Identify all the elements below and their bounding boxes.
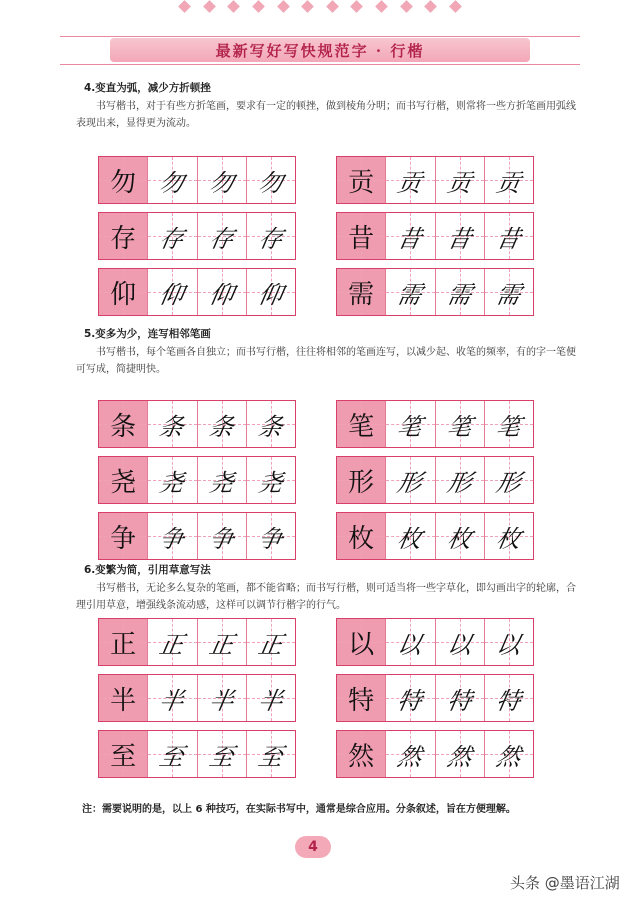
practice-row-right <box>336 156 534 204</box>
banner-rule-top <box>60 36 580 37</box>
running-script-cell <box>435 731 484 777</box>
model-char-cell <box>337 731 385 777</box>
running-script-cell <box>385 513 434 559</box>
running-script-char: 昔 <box>395 224 425 253</box>
model-char-cell <box>99 157 147 203</box>
practice-row-left <box>98 618 296 666</box>
running-script-cell <box>385 619 434 665</box>
running-script-char: 存 <box>255 224 285 253</box>
regular-script-char: 仰 <box>110 279 137 310</box>
running-script-char: 条 <box>206 412 236 441</box>
practice-row-right <box>336 512 534 560</box>
regular-script-char: 争 <box>110 523 137 554</box>
running-script-char: 昔 <box>444 224 474 253</box>
running-script-char: 以 <box>395 630 425 659</box>
diamond-icon <box>326 0 339 13</box>
running-script-char: 半 <box>255 686 285 715</box>
regular-script-char: 存 <box>110 223 137 254</box>
practice-row-left <box>98 156 296 204</box>
running-script-char: 枚 <box>493 524 523 553</box>
running-script-char: 尧 <box>206 468 236 497</box>
running-script-char: 至 <box>157 742 187 771</box>
footer-note: 注：需要说明的是，以上 6 种技巧，在实际书写中，通常是综合应用。分条叙述，旨在方便理解。 <box>82 804 516 815</box>
practice-row-right <box>336 730 534 778</box>
running-script-cell <box>484 619 533 665</box>
regular-script-char: 昔 <box>348 223 375 254</box>
running-script-cell <box>484 731 533 777</box>
running-script-char: 存 <box>206 224 236 253</box>
practice-row-left <box>98 512 296 560</box>
running-script-char: 至 <box>255 742 285 771</box>
regular-script-char: 勿 <box>110 167 137 198</box>
regular-script-char: 尧 <box>110 467 137 498</box>
page-banner: 最新写好写快规范字 · 行楷 <box>110 38 530 62</box>
running-script-char: 贡 <box>493 168 523 197</box>
running-script-char: 然 <box>493 742 523 771</box>
practice-row-left <box>98 674 296 722</box>
model-char-cell <box>337 157 385 203</box>
section-6-paragraph: 书写楷书，无论多么复杂的笔画，都不能省略；而书写行楷，则可适当将一些字草化，即勾画出字的轮廓，合理引用草意，增强线条流动感，这样可以调节行楷字的行气。 <box>76 583 576 611</box>
practice-row-left <box>98 730 296 778</box>
running-script-cell <box>197 457 246 503</box>
running-script-char: 仰 <box>255 280 285 309</box>
regular-script-char: 贡 <box>348 167 375 198</box>
running-script-char: 特 <box>493 686 523 715</box>
practice-row-right <box>336 456 534 504</box>
regular-script-char: 然 <box>348 741 375 772</box>
running-script-cell <box>385 457 434 503</box>
running-script-char: 贡 <box>444 168 474 197</box>
running-script-cell <box>435 157 484 203</box>
running-script-cell <box>385 213 434 259</box>
running-script-char: 枚 <box>444 524 474 553</box>
running-script-char: 枚 <box>395 524 425 553</box>
running-script-cell <box>435 513 484 559</box>
running-script-char: 以 <box>493 630 523 659</box>
running-script-cell <box>484 157 533 203</box>
running-script-cell <box>147 213 196 259</box>
running-script-cell <box>197 157 246 203</box>
watermark: 头条 @墨语江湖 <box>510 874 620 892</box>
running-script-char: 正 <box>255 630 285 659</box>
diamond-icon <box>178 0 191 13</box>
running-script-cell <box>197 619 246 665</box>
running-script-cell <box>484 269 533 315</box>
diamond-icon <box>252 0 265 13</box>
running-script-cell <box>484 675 533 721</box>
running-script-cell <box>147 457 196 503</box>
running-script-char: 笔 <box>444 412 474 441</box>
model-char-cell <box>99 401 147 447</box>
model-char-cell <box>99 457 147 503</box>
running-script-cell <box>147 269 196 315</box>
practice-row-left <box>98 456 296 504</box>
running-script-char: 然 <box>395 742 425 771</box>
model-char-cell <box>99 513 147 559</box>
running-script-cell <box>435 213 484 259</box>
running-script-cell <box>197 513 246 559</box>
running-script-char: 存 <box>157 224 187 253</box>
running-script-char: 需 <box>395 280 425 309</box>
running-script-char: 正 <box>206 630 236 659</box>
running-script-char: 特 <box>395 686 425 715</box>
regular-script-char: 至 <box>110 741 137 772</box>
running-script-char: 仰 <box>157 280 187 309</box>
running-script-cell <box>246 457 295 503</box>
running-script-cell <box>246 401 295 447</box>
section-4-title: 4.变直为弧，减少方折顿挫 <box>84 82 211 94</box>
running-script-cell <box>484 213 533 259</box>
running-script-char: 尧 <box>157 468 187 497</box>
running-script-cell <box>435 269 484 315</box>
running-script-char: 争 <box>157 524 187 553</box>
running-script-cell <box>484 513 533 559</box>
running-script-cell <box>197 213 246 259</box>
running-script-cell <box>484 457 533 503</box>
running-script-char: 形 <box>395 468 425 497</box>
running-script-char: 正 <box>157 630 187 659</box>
running-script-cell <box>246 157 295 203</box>
running-script-cell <box>147 675 196 721</box>
running-script-cell <box>385 675 434 721</box>
model-char-cell <box>337 269 385 315</box>
running-script-char: 特 <box>444 686 474 715</box>
regular-script-char: 特 <box>348 685 375 716</box>
running-script-cell <box>484 401 533 447</box>
practice-row-left <box>98 212 296 260</box>
practice-row-right <box>336 212 534 260</box>
running-script-cell <box>197 675 246 721</box>
regular-script-char: 笔 <box>348 411 375 442</box>
diamond-icon <box>449 0 462 13</box>
running-script-char: 勿 <box>255 168 285 197</box>
running-script-char: 需 <box>444 280 474 309</box>
running-script-cell <box>435 675 484 721</box>
diamond-icon <box>277 0 290 13</box>
running-script-char: 笔 <box>395 412 425 441</box>
section-5-paragraph: 书写楷书，每个笔画各自独立；而书写行楷，往往将相邻的笔画连写，以减少起、收笔的频率，有的字一笔便可写成，简捷明快。 <box>76 347 576 375</box>
running-script-cell <box>147 731 196 777</box>
page-number: 4 <box>295 836 331 858</box>
running-script-char: 形 <box>444 468 474 497</box>
model-char-cell <box>337 457 385 503</box>
running-script-char: 尧 <box>255 468 285 497</box>
regular-script-char: 形 <box>348 467 375 498</box>
regular-script-char: 条 <box>110 411 137 442</box>
running-script-char: 至 <box>206 742 236 771</box>
running-script-cell <box>385 731 434 777</box>
running-script-cell <box>385 401 434 447</box>
regular-script-char: 半 <box>110 685 137 716</box>
practice-row-left <box>98 400 296 448</box>
diamond-icon <box>351 0 364 13</box>
banner-rule-bottom <box>60 64 580 65</box>
practice-row-right <box>336 674 534 722</box>
running-script-char: 笔 <box>493 412 523 441</box>
regular-script-char: 枚 <box>348 523 375 554</box>
running-script-cell <box>197 731 246 777</box>
regular-script-char: 正 <box>110 629 137 660</box>
model-char-cell <box>99 731 147 777</box>
running-script-cell <box>246 619 295 665</box>
running-script-char: 争 <box>255 524 285 553</box>
header-band <box>0 0 640 70</box>
practice-row-left <box>98 268 296 316</box>
diamond-icon <box>227 0 240 13</box>
running-script-char: 半 <box>206 686 236 715</box>
running-script-cell <box>147 513 196 559</box>
running-script-cell <box>385 157 434 203</box>
model-char-cell <box>99 269 147 315</box>
regular-script-char: 需 <box>348 279 375 310</box>
running-script-cell <box>246 731 295 777</box>
model-char-cell <box>337 675 385 721</box>
section-6-title: 6.变繁为简，引用草意写法 <box>84 564 211 576</box>
running-script-cell <box>385 269 434 315</box>
diamond-icon <box>400 0 413 13</box>
running-script-cell <box>435 401 484 447</box>
running-script-cell <box>147 619 196 665</box>
running-script-char: 勿 <box>157 168 187 197</box>
running-script-cell <box>246 675 295 721</box>
running-script-char: 条 <box>255 412 285 441</box>
model-char-cell <box>337 513 385 559</box>
running-script-cell <box>197 401 246 447</box>
running-script-cell <box>147 401 196 447</box>
regular-script-char: 以 <box>348 629 375 660</box>
running-script-cell <box>435 457 484 503</box>
decorative-diamonds <box>180 2 460 18</box>
model-char-cell <box>337 619 385 665</box>
running-script-char: 条 <box>157 412 187 441</box>
model-char-cell <box>99 675 147 721</box>
running-script-char: 以 <box>444 630 474 659</box>
diamond-icon <box>375 0 388 13</box>
model-char-cell <box>99 619 147 665</box>
running-script-cell <box>435 619 484 665</box>
running-script-char: 然 <box>444 742 474 771</box>
running-script-char: 昔 <box>493 224 523 253</box>
model-char-cell <box>99 213 147 259</box>
running-script-char: 仰 <box>206 280 236 309</box>
diamond-icon <box>203 0 216 13</box>
model-char-cell <box>337 213 385 259</box>
model-char-cell <box>337 401 385 447</box>
practice-row-right <box>336 400 534 448</box>
running-script-cell <box>246 269 295 315</box>
running-script-char: 半 <box>157 686 187 715</box>
running-script-char: 形 <box>493 468 523 497</box>
running-script-cell <box>197 269 246 315</box>
section-4-paragraph: 书写楷书，对于有些方折笔画，要求有一定的顿挫，做到棱角分明；而书写行楷，则常将一些方折笔画用弧线表现出来，显得更为流动。 <box>76 101 576 129</box>
diamond-icon <box>301 0 314 13</box>
practice-row-right <box>336 268 534 316</box>
running-script-char: 需 <box>493 280 523 309</box>
running-script-char: 勿 <box>206 168 236 197</box>
running-script-cell <box>246 513 295 559</box>
running-script-char: 争 <box>206 524 236 553</box>
section-5-title: 5.变多为少，连写相邻笔画 <box>84 328 211 340</box>
diamond-icon <box>424 0 437 13</box>
practice-row-right <box>336 618 534 666</box>
running-script-cell <box>147 157 196 203</box>
running-script-cell <box>246 213 295 259</box>
running-script-char: 贡 <box>395 168 425 197</box>
